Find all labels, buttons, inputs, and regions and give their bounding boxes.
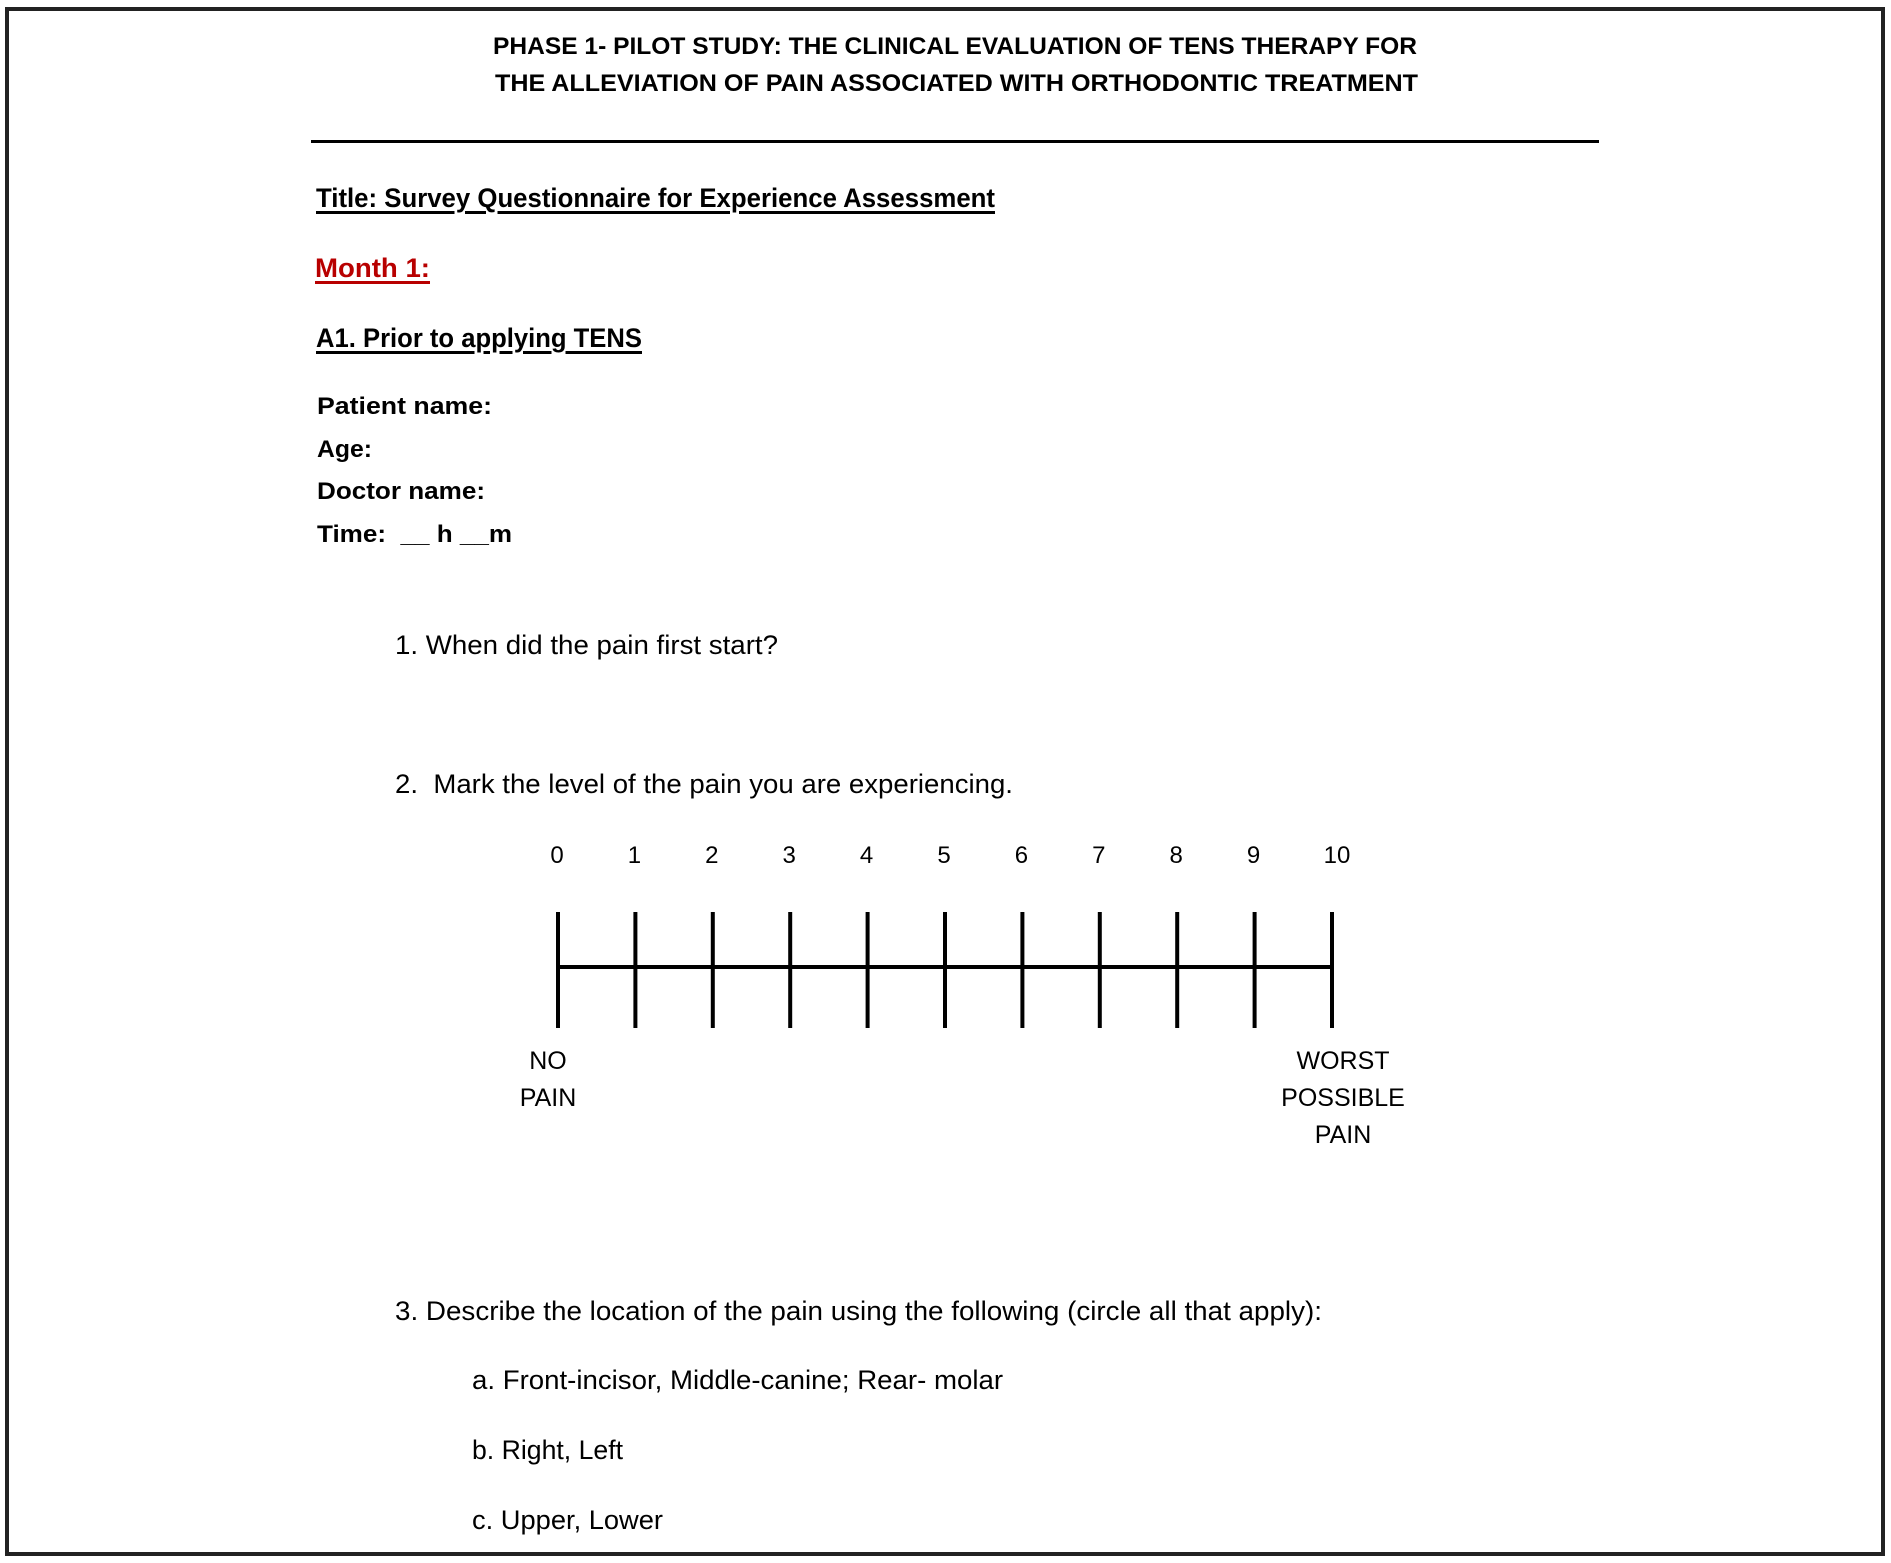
pain-scale-tick-label: 4 bbox=[859, 842, 874, 869]
scale-high-label-line: POSSIBLE bbox=[1281, 1084, 1405, 1112]
scale-high-label bbox=[1273, 1043, 1413, 1154]
pain-scale-tick-label: 0 bbox=[550, 842, 564, 869]
pain-scale-tick-label: 8 bbox=[1169, 842, 1183, 869]
scale-high-label-line: PAIN bbox=[1314, 1121, 1372, 1149]
patient-name-label: Patient name: bbox=[317, 392, 493, 420]
pain-scale-tick-label: 5 bbox=[937, 842, 951, 869]
pain-scale-tick-label: 6 bbox=[1014, 842, 1029, 869]
pain-scale-ticks bbox=[558, 912, 1332, 1028]
survey-title: Title: Survey Questionnaire for Experience Assessment bbox=[316, 183, 995, 214]
age-label: Age: bbox=[317, 435, 372, 463]
time-label: Time: __ h __m bbox=[317, 520, 512, 548]
pain-scale-tick-label: 1 bbox=[627, 842, 642, 869]
question-2: 2. Mark the level of the pain you are experiencing. bbox=[395, 769, 1013, 800]
scale-low-label bbox=[498, 1043, 598, 1117]
doctor-name-label: Doctor name: bbox=[317, 477, 486, 505]
pain-scale-tick-label: 9 bbox=[1246, 842, 1261, 869]
section-heading: A1. Prior to applying TENS bbox=[316, 323, 642, 354]
scale-low-label-line: PAIN bbox=[519, 1084, 577, 1112]
question-1: 1. When did the pain first start? bbox=[395, 630, 779, 661]
month-heading: Month 1: bbox=[315, 253, 431, 284]
option-a[interactable]: a. Front-incisor, Middle-canine; Rear- molar bbox=[472, 1365, 1004, 1396]
option-c[interactable]: c. Upper, Lower bbox=[472, 1505, 664, 1536]
pain-scale-tick-label: 3 bbox=[782, 842, 796, 869]
scale-low-label-line: NO bbox=[529, 1047, 567, 1075]
option-b[interactable]: b. Right, Left bbox=[472, 1435, 623, 1466]
question-3: 3. Describe the location of the pain using the following (circle all that apply): bbox=[395, 1296, 1322, 1327]
document-heading-line2: THE ALLEVIATION OF PAIN ASSOCIATED WITH ORTHODONTIC TREATMENT bbox=[495, 69, 1418, 97]
pain-scale-tick-label: 10 bbox=[1323, 842, 1351, 869]
pain-scale-tick-label: 7 bbox=[1092, 842, 1106, 869]
scale-high-label-line: WORST bbox=[1296, 1047, 1390, 1075]
document-heading-line1: PHASE 1- PILOT STUDY: THE CLINICAL EVALUATION OF TENS THERAPY FOR bbox=[493, 32, 1418, 60]
pain-scale-tick-label: 2 bbox=[705, 842, 719, 869]
pain-scale-tick-labels bbox=[550, 842, 1350, 869]
